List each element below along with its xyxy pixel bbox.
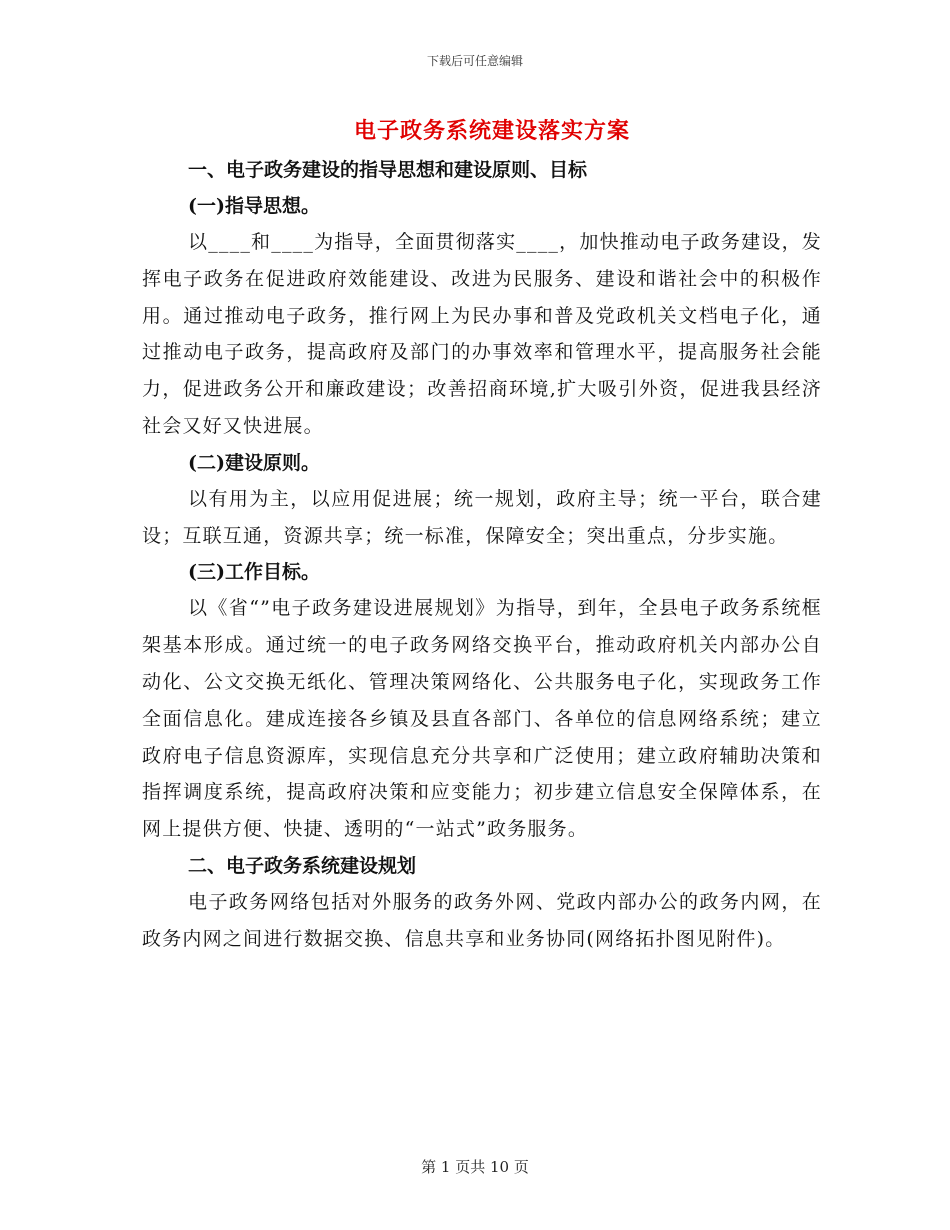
subsection-2-paragraph: 以有用为主，以应用促进展；统一规划，政府主导；统一平台，联合建设；互联互通，资源共享；统一标准，保障安全；突出重点，分步实施。 (142, 487, 822, 547)
page-header-note: 下载后可任意编辑 (426, 54, 523, 68)
subsection-3-paragraph: 以《省“”电子政务建设进展规划》为指导，到年，全县电子政务系统框架基本形成。通过统一的电子政务网络交换平台，推动政府机关内部办公自动化、公文交换无纸化、管理决策网络化、公共服务电子化，实现政务工作全面信息化。建成连接各乡镇及县直各部门、各单位的信息网络系统；建立政府电子信息资源库，实现信息充分共享和广泛使用；建立政府辅助决策和指挥调度系统，提高政府决策和应变能力；初步建立信息安全保障体系，在网上提供方便、快捷、透明的“一站式”政务服务。 (142, 597, 822, 841)
document-body (142, 152, 822, 958)
section-2-paragraph: 电子政务网络包括对外服务的政务外网、党政内部办公的政务内网，在政务内网之间进行数据交换、信息共享和业务协同(网络拓扑图见附件)。 (142, 890, 822, 950)
subsection-2-heading: (二)建设原则。 (188, 451, 320, 474)
document-title: 电子政务系统建设落实方案 (354, 118, 631, 144)
section-2-heading: 二、电子政务系统建设规划 (188, 854, 417, 877)
subsection-3-heading: (三)工作目标。 (188, 561, 320, 584)
page-number: 第 1 页共 10 页 (421, 1158, 529, 1176)
subsection-1-heading: (一)指导思想。 (188, 195, 320, 217)
subsection-1-paragraph: 以____和____为指导，全面贯彻落实____，加快推动电子政务建设，发挥电子政务在促进政府效能建设、改进为民服务、建设和谐社会中的积极作用。通过推动电子政务，推行网上为民办事和普及党政机关文档电子化，通过推动电子政务，提高政府及部门的办事效率和管理水平，提高服务社会能力，促进政务公开和廉政建设；改善招商环境,扩大吸引外资，促进我县经济社会又好又快进展。 (142, 231, 822, 437)
section-1-heading: 一、电子政务建设的指导思想和建设原则、目标 (188, 159, 588, 181)
